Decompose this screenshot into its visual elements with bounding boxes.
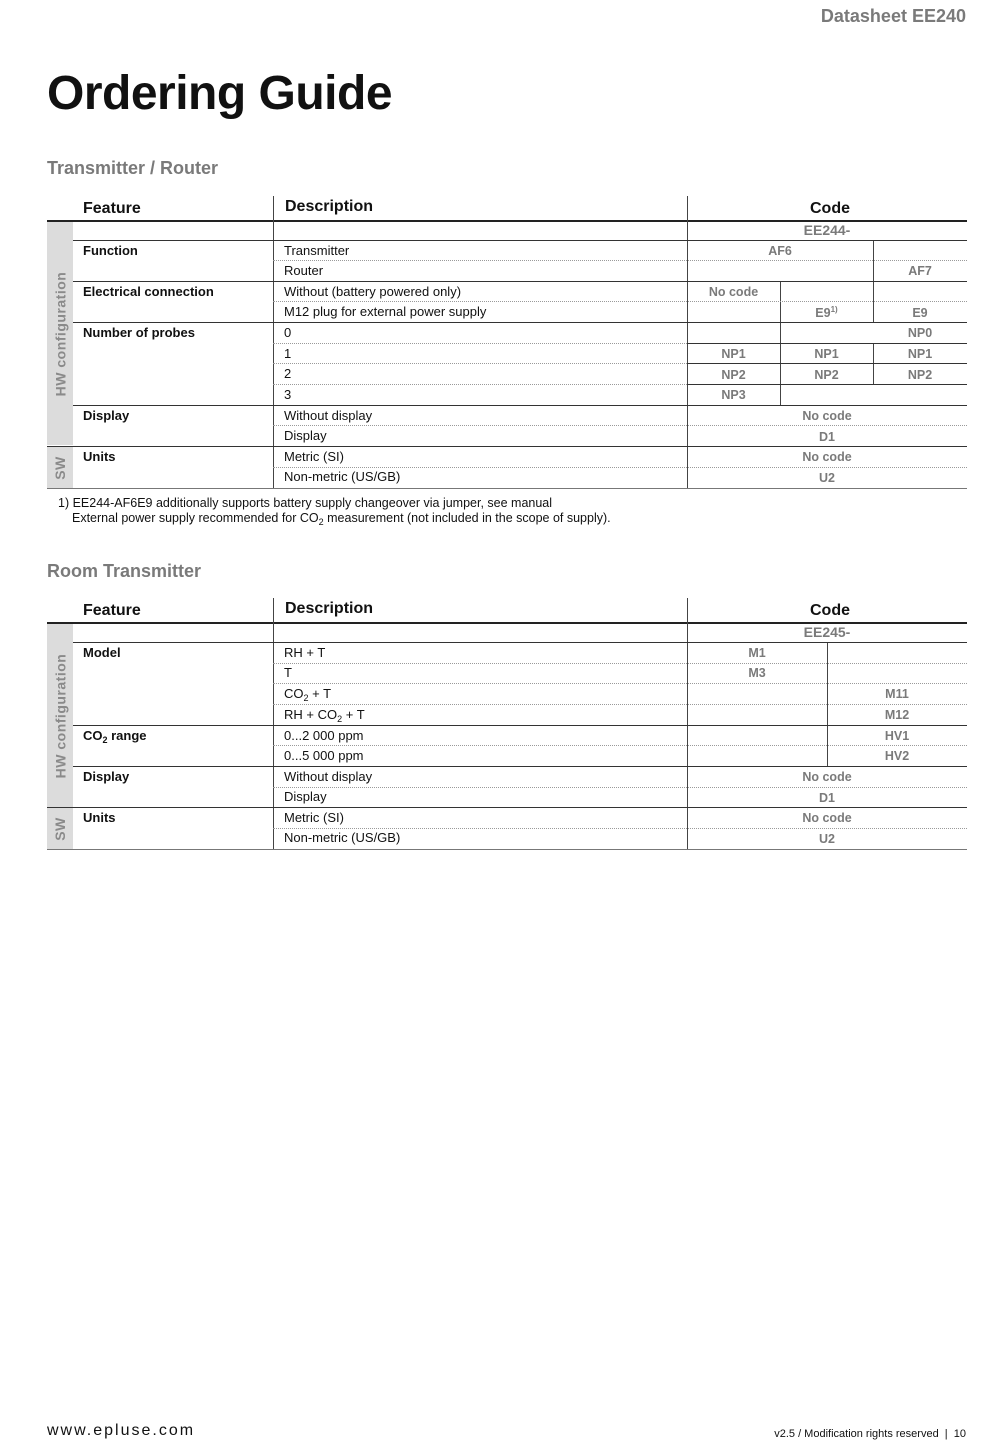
footer-website-link[interactable]: www.epluse.com bbox=[47, 1422, 196, 1439]
code-cell: NP1 bbox=[907, 347, 933, 361]
column-header-feature: Feature bbox=[83, 602, 141, 619]
feature-function: Function bbox=[83, 243, 138, 258]
row-divider bbox=[273, 704, 967, 705]
row-divider bbox=[73, 725, 967, 726]
table-bottom-border bbox=[47, 849, 967, 850]
model-code: EE245- bbox=[803, 624, 851, 640]
row-divider bbox=[273, 683, 967, 684]
feature-units: Units bbox=[83, 810, 116, 825]
code-cell: M11 bbox=[885, 687, 909, 701]
footer-version-page: v2.5 / Modification rights reserved | 10 bbox=[774, 1428, 966, 1440]
code-cell: NP2 bbox=[814, 368, 839, 382]
description-item: Router bbox=[284, 263, 324, 278]
row-divider bbox=[687, 384, 967, 385]
row-divider bbox=[73, 642, 967, 643]
row-divider bbox=[273, 467, 967, 468]
row-divider bbox=[273, 301, 967, 302]
description-item: Metric (SI) bbox=[284, 449, 344, 464]
footnote-line-2: External power supply recommended for $CO_2$ measurement (not included in the scope of supply). bbox=[72, 511, 611, 527]
description-item: 1 bbox=[284, 346, 292, 361]
column-header-feature: Feature bbox=[83, 200, 141, 217]
description-item: M12 plug for external power supply bbox=[284, 304, 487, 319]
feature-co2-range: $CO_2$ range bbox=[83, 728, 147, 745]
description-item: 0...2 000 ppm bbox=[284, 728, 364, 743]
description-item: Without (battery powered only) bbox=[284, 284, 462, 299]
row-divider bbox=[273, 363, 687, 364]
code-cell: AF6 bbox=[768, 244, 792, 258]
side-label-sw: SW bbox=[52, 455, 68, 480]
feature-electrical-connection: Electrical connection bbox=[83, 284, 214, 299]
description-item: Non-metric (US/GB) bbox=[284, 830, 401, 845]
code-cell: NP3 bbox=[721, 388, 746, 402]
description-item: Non-metric (US/GB) bbox=[284, 469, 401, 484]
description-item: 3 bbox=[284, 387, 292, 402]
code-cell: D1 bbox=[819, 791, 835, 805]
code-cell: NP1 bbox=[814, 347, 839, 361]
description-item: Display bbox=[284, 428, 327, 443]
row-divider bbox=[273, 787, 967, 788]
section-title-transmitter-router: Transmitter / Router bbox=[47, 158, 219, 178]
code-cell: U2 bbox=[819, 471, 835, 485]
code-divider bbox=[780, 322, 781, 343]
code-cell: NP1 bbox=[721, 347, 746, 361]
code-cell: M1 bbox=[748, 646, 766, 660]
code-cell: NP2 bbox=[907, 368, 933, 382]
row-divider bbox=[273, 663, 967, 664]
code-cell: No code bbox=[802, 409, 852, 423]
column-divider bbox=[273, 598, 274, 849]
description-item: Without display bbox=[284, 408, 373, 423]
code-cell: HV2 bbox=[884, 749, 910, 763]
row-divider bbox=[273, 828, 967, 829]
column-header-code: Code bbox=[810, 602, 850, 619]
row-divider bbox=[273, 260, 967, 261]
side-label-hw-configuration: HW configuration bbox=[52, 653, 68, 778]
side-label-sw: SW bbox=[52, 816, 68, 841]
column-header-description: Description bbox=[285, 600, 374, 617]
code-divider bbox=[780, 384, 781, 405]
table-bottom-border bbox=[47, 488, 967, 489]
code-cell: AF7 bbox=[908, 264, 932, 278]
footnote-line-1: 1) EE244-AF6E9 additionally supports battery supply changeover via jumper, see manual bbox=[58, 496, 553, 510]
description-item: Metric (SI) bbox=[284, 810, 344, 825]
code-cell: No code bbox=[802, 811, 852, 825]
row-divider bbox=[687, 343, 967, 344]
table-header bbox=[47, 196, 967, 222]
description-item: Transmitter bbox=[284, 243, 350, 258]
row-divider bbox=[73, 240, 967, 241]
code-cell: E9$^{1)}$ bbox=[815, 305, 838, 320]
row-divider bbox=[687, 363, 967, 364]
row-divider bbox=[73, 281, 967, 282]
description-item: 0...5 000 ppm bbox=[284, 748, 364, 763]
code-cell: M12 bbox=[884, 708, 910, 722]
row-divider bbox=[273, 384, 687, 385]
row-divider bbox=[273, 745, 967, 746]
code-cell: U2 bbox=[819, 832, 835, 846]
feature-display: Display bbox=[83, 408, 130, 423]
row-divider bbox=[273, 425, 967, 426]
code-cell: NP0 bbox=[907, 326, 933, 340]
section-title-room-transmitter: Room Transmitter bbox=[47, 561, 202, 581]
description-item: RH + $CO_2 + T$ bbox=[284, 707, 365, 724]
feature-model: Model bbox=[83, 645, 121, 660]
row-divider bbox=[47, 807, 967, 808]
description-item: T bbox=[284, 665, 292, 680]
description-item: Display bbox=[284, 789, 327, 804]
code-cell: E9 bbox=[912, 306, 928, 320]
row-divider bbox=[73, 766, 967, 767]
code-cell: HV1 bbox=[884, 729, 910, 743]
table-header bbox=[47, 598, 967, 624]
feature-number-of-probes: Number of probes bbox=[83, 325, 195, 340]
description-item: Without display bbox=[284, 769, 373, 784]
ordering-table-room bbox=[47, 598, 967, 850]
model-code: EE244- bbox=[803, 222, 851, 238]
page-title: Ordering Guide bbox=[47, 67, 393, 120]
code-cell: No code bbox=[802, 770, 852, 784]
code-cell: NP2 bbox=[721, 368, 746, 382]
feature-display: Display bbox=[83, 769, 130, 784]
code-cell: M3 bbox=[748, 666, 766, 680]
feature-units: Units bbox=[83, 449, 116, 464]
code-cell: No code bbox=[802, 450, 852, 464]
code-cell: No code bbox=[708, 285, 759, 299]
row-divider bbox=[47, 446, 967, 447]
description-item: 0 bbox=[284, 325, 292, 340]
ordering-table-transmitter bbox=[47, 196, 967, 489]
description-item: 2 bbox=[284, 366, 292, 381]
column-header-description: Description bbox=[285, 198, 374, 215]
row-divider bbox=[73, 322, 967, 323]
code-cell: D1 bbox=[819, 430, 835, 444]
description-item: $CO_2 + T$ bbox=[284, 686, 332, 703]
description-item: RH + T bbox=[284, 645, 326, 660]
footnote-marker: 1) bbox=[830, 305, 838, 314]
document-title: Datasheet EE240 bbox=[820, 6, 966, 26]
row-divider bbox=[73, 405, 967, 406]
side-label-hw-configuration: HW configuration bbox=[52, 271, 68, 396]
column-header-code: Code bbox=[810, 200, 850, 217]
